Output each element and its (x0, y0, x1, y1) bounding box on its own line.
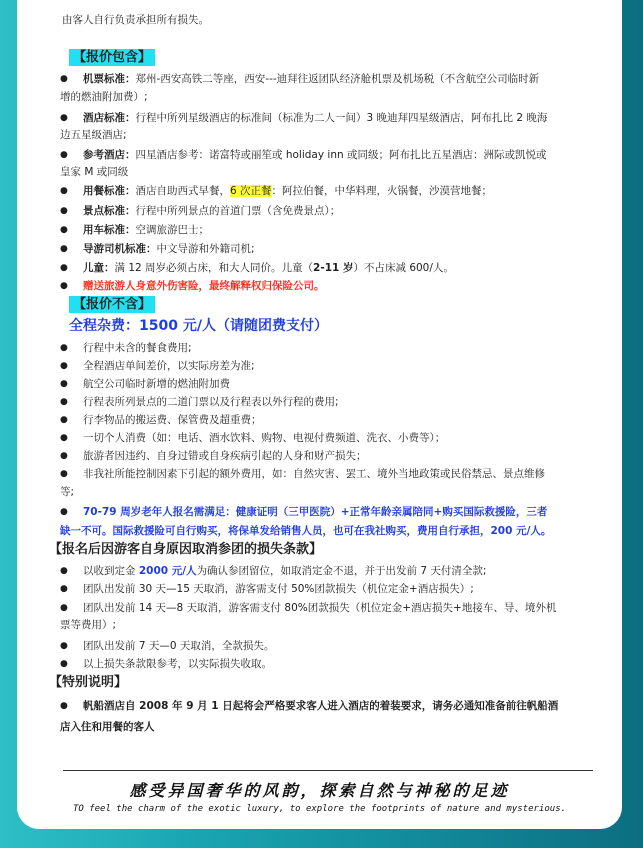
included-heading: 【报价包含】 (69, 50, 155, 66)
excluded-item-force-majeure-cont: 等; (60, 486, 75, 498)
special-note-cont: 店入住和用餐的客人 (60, 721, 155, 733)
deposit-amount: 2000 元/人 (138, 565, 197, 577)
included-item-flight-cont: 增的燃油附加费）; (60, 91, 148, 103)
included-item-ref-hotel-cont: 皇家 M 或同级 (60, 166, 129, 178)
slogan-chinese: 感受异国奢华的风韵，探索自然与神秘的足迹 (129, 781, 510, 800)
elderly-notice-cont: 缺一不可。国际救援险可自行购买，将保单发给销售人员，也可在我社购买，费用自行承担，200 元/人。 (60, 525, 552, 537)
slogan-english: TO feel the charm of the exotic luxury, to explore the footprints of nature and mysterious. (72, 804, 567, 814)
special-heading: 【特别说明】 (49, 675, 128, 690)
cancellation-item-cont: 票等费用）; (60, 619, 117, 631)
included-item-hotel-cont: 边五星级酒店; (60, 129, 127, 141)
meals-highlight: 6 次正餐 (230, 185, 272, 197)
excluded-heading: 【报价不含】 (69, 297, 155, 313)
footer-divider (63, 770, 593, 771)
intro-text: 由客人自行负责承担所有损失。 (62, 14, 209, 26)
cancellation-heading: 【报名后因游客自身原因取消参团的损失条款】 (49, 542, 323, 557)
document-sheet: 由客人自行负责承担所有损失。 【报价包含】 ● 机票标准：郑州-西安高铁二等座，西安---迪拜往返团队经济舱机票及机场税（不含航空公司临时新 增的燃油附加费）; ● 酒店标准：行程中所列星级酒店的标准间（标准为二人一间）3 晚迪拜四星级酒店，阿布扎比 2 晚海 边五星级酒店; ● 参考酒店：四星酒店参考：诺富特或丽笙或 holiday inn 或同级；阿布扎比五星酒店：洲际或凯悦或 皇家 M 或同级 ● 用餐标准：酒店自助西式早餐，6 次正餐：阿拉伯餐，中华料理，火锅餐，沙漠营地餐； ● 景点标准：行程中所列景点的首道门票（含免费景点）； ● 用车标准：空调旅游巴士； ● 导游司机标准：中文导游和外籍司机; ● 儿童：满 12 周岁必须占床，和大人同价。儿童（2-11 岁）不占床减 600/人。 ● 赠送旅游人身意外伤害险，最终解释权归保险公司。 【报价不含】 全程杂费：1500 元/人（请随团费支付） ● 行程中未含的餐食费用; ● 全程酒店单间差价，以实际房差为准; ● 航空公司临时新增的燃油附加费 ● 行程表所列景点的二道门票以及行程表以外行程的费用; ● 行李物品的搬运费、保管费及超重费； ● 一切个人消费（如：电话、酒水饮料、购物、电视付费频道、洗衣、小费等）； ● 旅游者因违约、自身过错或自身疾病引起的人身和财产损失； ● 非我社所能控制因素下引起的额外费用，如：自然灾害、罢工、境外当地政策或民俗禁忌、景点维修 等; ● 70-79 周岁老年人报名需满足：健康证明（三甲医院）+正常年龄亲属陪同+购买国际救援险，三者 缺一不可。国际救援险可自行购买，将保单发给销售人员，也可在我社购买，费用自行承担，200 元/人。 【报名后因游客自身原因取消参团的损失条款】 ● 以收到定金 2000 元/人为确认参团留位，如取消定金不退，并于出发前 7 天付清全款; ● 团队出发前 30 天—15 天取消，游客需支付 50%团款损失（机位定金+酒店损失）; ● 团队出发前 14 天—8 天取消，游客需支付 80%团款损失（机位定金+酒店损失+地接车、导、境外机 票等费用）; ● 团队出发前 7 天—0 天取消，全款损失。 ● 以上损失条款限参考，以实际损失收取。 【特别说明】 ● 帆船酒店自 2008 年 9 月 1 日起将会严格要求客人进入酒店的着装要求，请务必通知准备前往帆船酒 店入住和用餐的客人 感受异国奢华的风韵，探索自然与神秘的足迹 TO feel the charm of the exotic luxury, to explore the footprints of nature and mysterious. (17, 0, 622, 829)
misc-fee: 全程杂费：1500 元/人（请随团费支付） (69, 318, 328, 334)
